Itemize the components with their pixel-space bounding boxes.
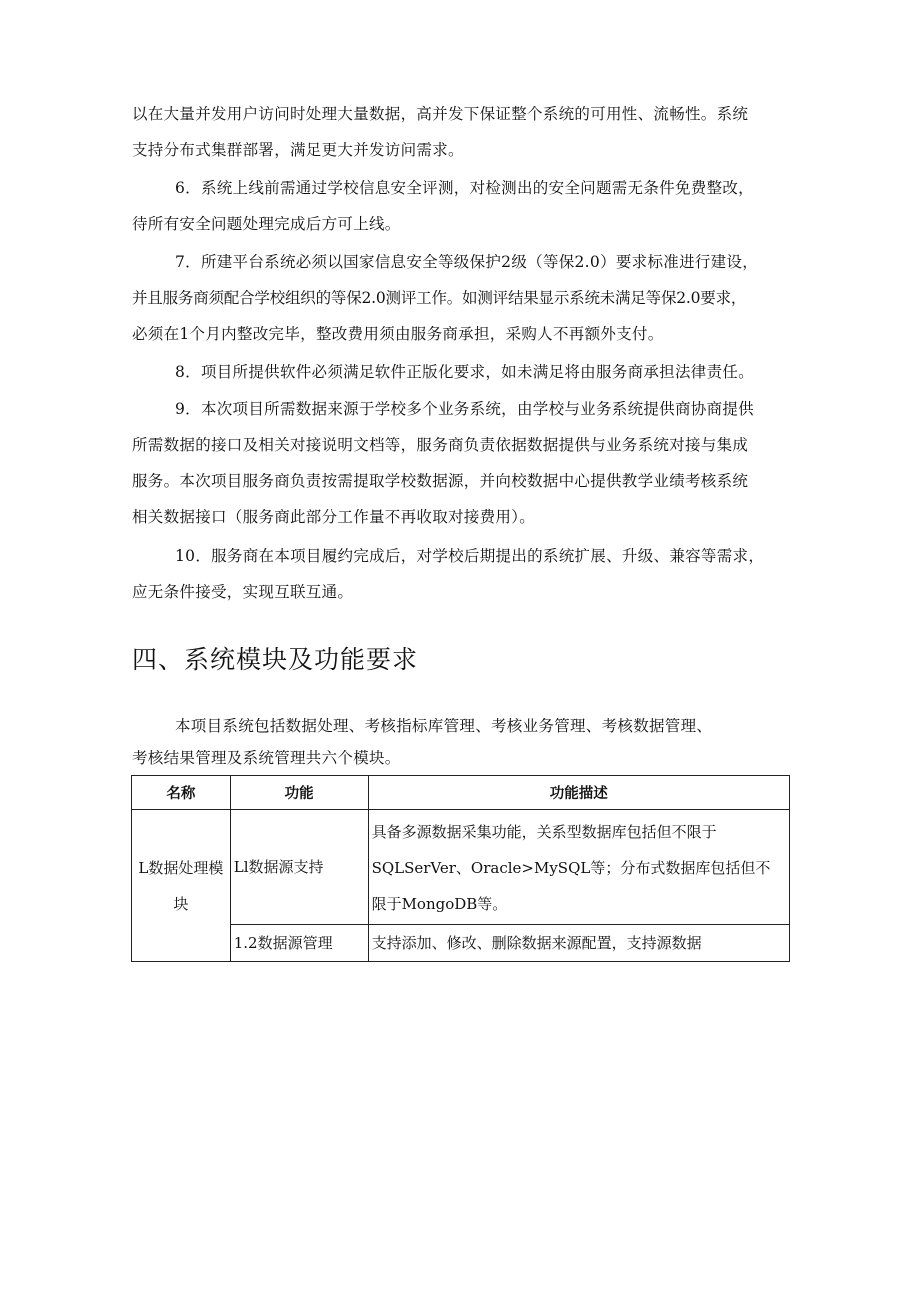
section-heading: 四、系统模块及功能要求	[132, 645, 419, 674]
section-intro	[132, 708, 792, 776]
paragraph-5-continued	[132, 96, 792, 168]
text-line: 待所有安全问题处理完成后方可上线。	[132, 215, 401, 233]
description-line: 限于MongoDB等。	[371, 895, 508, 913]
description-cell	[368, 810, 789, 925]
paragraph-7	[132, 244, 792, 352]
text-line: 所需数据的接口及相关对接说明文档等，服务商负责依据数据提供与业务系统对接与集成	[132, 436, 749, 454]
table-row	[132, 925, 790, 962]
table-row	[132, 810, 790, 925]
text-line: 本项目系统包括数据处理、考核指标库管理、考核业务管理、考核数据管理、	[175, 717, 713, 735]
function-cell: 1.2数据源管理	[230, 925, 368, 962]
description-line: SQLSerVer、Oracle>MySQL等；分布式数据库包括但不	[371, 859, 771, 877]
module-name-line: L数据处理模	[138, 858, 224, 877]
description-line: 具备多源数据采集功能，关系型数据库包括但不限于	[371, 823, 717, 841]
text-line: 6．系统上线前需通过学校信息安全评测，对检测出的安全问题需无条件免费整改，	[175, 179, 754, 197]
description-cell	[368, 925, 789, 962]
text-line: 7．所建平台系统必须以国家信息安全等级保护2级（等保2.0）要求标准进行建设，	[175, 253, 759, 271]
text-line: 9．本次项目所需数据来源于学校多个业务系统，由学校与业务系统提供商协商提供	[175, 400, 754, 418]
text-line: 支持分布式集群部署，满足更大并发访问需求。	[132, 141, 464, 159]
paragraph-8	[132, 354, 792, 390]
paragraph-6	[132, 170, 792, 242]
text-line: 服务。本次项目服务商负责按需提取学校数据源，并向校数据中心提供教学业绩考核系统	[132, 472, 749, 490]
text-line: 以在大量并发用户访问时处理大量数据，高并发下保证整个系统的可用性、流畅性。系统	[132, 105, 749, 123]
text-line: 应无条件接受，实现互联互通。	[132, 583, 354, 601]
text-line: 考核结果管理及系统管理共六个模块。	[132, 749, 401, 767]
header-description: 功能描述	[368, 776, 789, 810]
paragraph-9	[132, 391, 792, 535]
text-line: 必须在1个月内整改完毕，整改费用须由服务商承担，采购人不再额外支付。	[132, 325, 664, 343]
paragraph-10	[132, 538, 792, 610]
module-name-cell	[132, 810, 231, 962]
description-line: 支持添加、修改、删除数据来源配置，支持源数据	[371, 934, 702, 952]
text-line: 相关数据接口（服务商此部分工作量不再收取对接费用）。	[132, 508, 536, 526]
module-table	[131, 775, 790, 962]
text-line: 并且服务商须配合学校组织的等保2.0测评工作。如测评结果显示系统未满足等保2.0要求，	[132, 289, 747, 307]
text-line: 8．项目所提供软件必须满足软件正版化要求，如未满足将由服务商承担法律责任。	[175, 363, 754, 381]
table-header-row	[132, 776, 790, 810]
header-name: 名称	[132, 776, 231, 810]
module-name-line: 块	[173, 894, 189, 913]
header-function: 功能	[230, 776, 368, 810]
function-cell: Ll数据源支持	[230, 810, 368, 925]
text-line: 10．服务商在本项目履约完成后，对学校后期提出的系统扩展、升级、兼容等需求，	[175, 547, 765, 565]
